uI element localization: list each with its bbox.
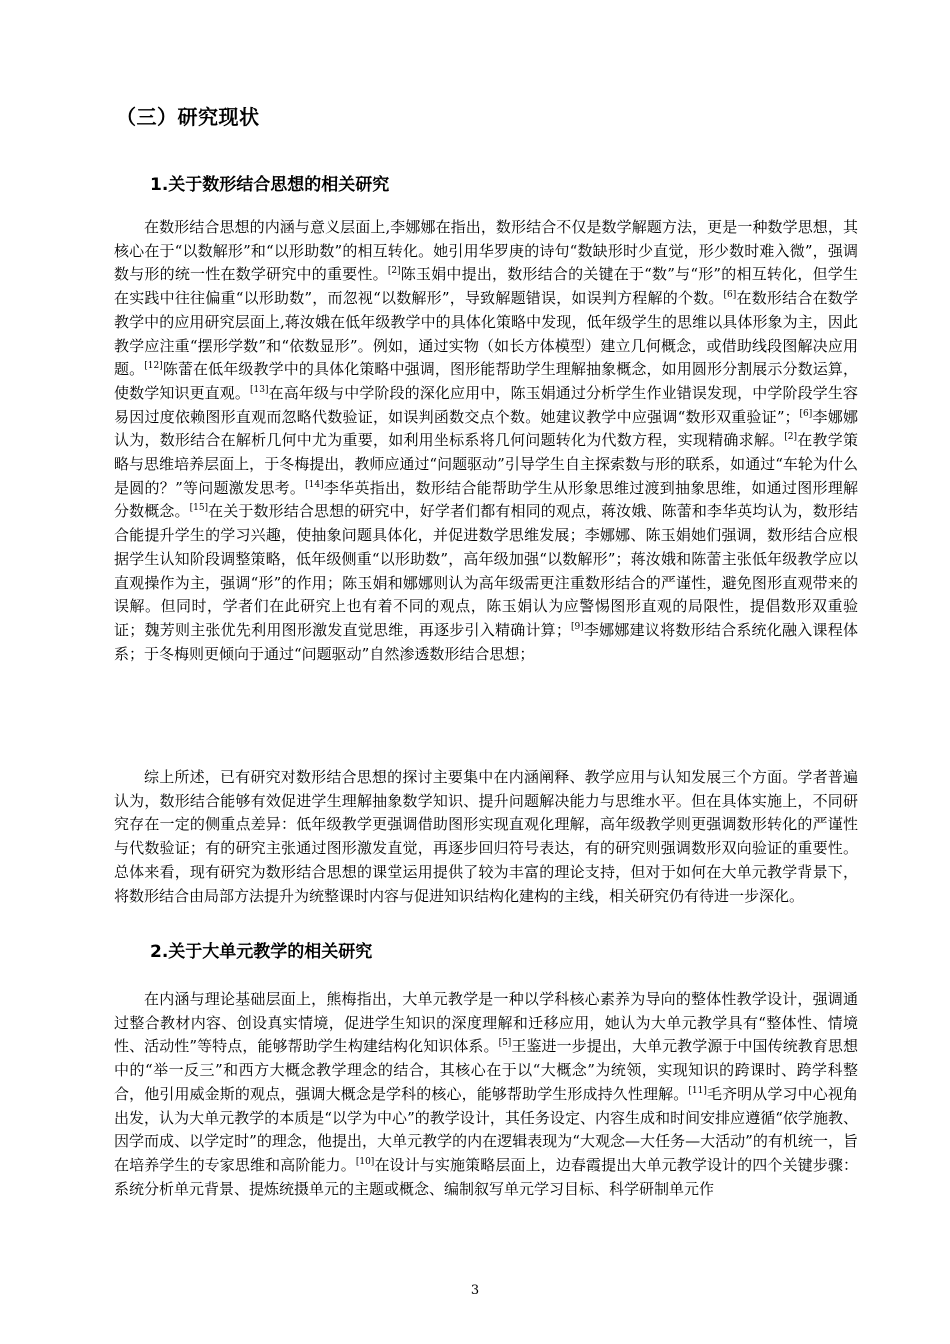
citation-ref: [6] <box>799 408 813 419</box>
citation-ref: [12] <box>144 361 163 372</box>
section-heading: （三）研究现状 <box>116 105 260 129</box>
citation-ref: [10] <box>355 1156 375 1167</box>
citation-ref: [15] <box>189 503 209 514</box>
paragraph-summary: 综上所述，已有研究对数形结合思想的探讨主要集中在内涵阐释、教学应用与认知发展三个方面。学者普遍认为，数形结合能够有效促进学生理解抽象数学知识、提升问题解决能力与思维水平。但在具体实施上，不同研究存在一定的侧重点差异：低年级教学更强调借助图形实现直观化理解，高年级教学则更强调数形转化的严谨性与代数验证；有的研究主张通过图形激发直觉，再逐步回归符号表达，有的研究则强调数形双向验证的重要性。总体来看，现有研究为数形结合思想的课堂运用提供了较为丰富的理论支持，但对于如何在大单元教学背景下，将数形结合由局部方法提升为统整课时内容与促进知识结构化建构的主线，相关研究仍有待进一步深化。 <box>114 768 858 905</box>
citation-ref: [14] <box>305 479 324 490</box>
citation-ref: [6] <box>723 290 737 301</box>
subsection-heading-1: 1.关于数形结合思想的相关研究 <box>150 175 390 195</box>
citation-ref: [13] <box>250 384 269 395</box>
page-number: 3 <box>470 1283 480 1298</box>
citation-ref: [2] <box>387 266 401 277</box>
citation-ref: [2] <box>784 432 798 443</box>
citation-ref: [11] <box>688 1085 707 1096</box>
citation-ref: [5] <box>498 1038 512 1049</box>
subsection-heading-2: 2.关于大单元教学的相关研究 <box>150 942 373 962</box>
citation-ref: [9] <box>570 621 584 632</box>
paragraph-shape-number-research: 在数形结合思想的内涵与意义层面上,李娜娜在指出，数形结合不仅是数学解题方法，更是一种数学思想，其核心在于“以数解形”和“以形助数”的相互转化。她引用华罗庚的诗句“数缺形时少直觉，形少数时难入微”，强调数与形的统一性在数学研究中的重要性。[2]陈玉娟中提出，数形结合的关键在于“数”与“形”的相互转化，但学生在实践中往往偏重“以形助数”，而忽视“以数解形”，导致解题错误，如误判方程解的个数。[6]在数形结合在数学教学中的应用研究层面上,蒋汝娥在低年级教学中的具体化策略中发现，低年级学生的思维以具体形象为主，因此教学应注重“摆形学数”和“依数显形”。例如，通过实物（如长方体模型）建立几何概念，或借助线段图解决应用题。[12]陈蕾在低年级教学中的具体化策略中强调，图形能帮助学生理解抽象概念，如用圆形分割展示分数运算，使数学知识更直观。[13]在高年级与中学阶段的深化应用中，陈玉娟通过分析学生作业错误发现，中学阶段学生容易因过度依赖图形直观而忽略代数验证，如误判函数交点个数。她建议教学中应强调“数形双重验证”；[6]李娜娜认为，数形结合在解析几何中尤为重要，如利用坐标系将几何问题转化为代数方程，实现精确求解。[2]在教学策略与思维培养层面上，于冬梅提出，教师应通过“问题驱动”引导学生自主探索数与形的联系，如通过“车轮为什么是圆的？”等问题激发思考。[14]李华英指出，数形结合能帮助学生从形象思维过渡到抽象思维，如通过图形理解分数概念。[15]在关于数形结合思想的研究中，好学者们都有相同的观点，蒋汝娥、陈蕾和李华英均认为，数形结合能提升学生的学习兴趣，使抽象问题具体化，并促进数学思维发展；李娜娜、陈玉娟她们强调，数形结合应根据学生认知阶段调整策略，低年级侧重“以形助数”，高年级加强“以数解形”；蒋汝娥和陈蕾主张低年级教学应以直观操作为主，强调“形”的作用；陈玉娟和娜娜则认为高年级需更注重数形结合的严谨性，避免图形直观带来的误解。但同时，学者们在此研究上也有着不同的观点，陈玉娟认为应警惕图形直观的局限性，提倡数形双重验证；魏芳则主张优先利用图形激发直觉思维，再逐步引入精确计算；[9]李娜娜建议将数形结合系统化融入课程体系；于冬梅则更倾向于通过“问题驱动”自然渗透数形结合思想； <box>114 218 858 663</box>
paragraph-big-unit-research: 在内涵与理论基础层面上，熊梅指出，大单元教学是一种以学科核心素养为导向的整体性教学设计，强调通过整合教材内容、创设真实情境，促进学生知识的深度理解和迁移应用，她认为大单元教学具有“整体性、情境性、活动性”等特点，能够帮助学生构建结构化知识体系。[5]王鉴进一步提出，大单元教学源于中国传统教育思想中的“举一反三”和西方大概念教学理念的结合，其核心在于以“大概念”为统领，实现知识的跨课时、跨学科整合，他引用威金斯的观点，强调大概念是学科的核心，能够帮助学生形成持久性理解。[11]毛齐明从学习中心视角出发，认为大单元教学的本质是“以学为中心”的教学设计，其任务设定、内容生成和时间安排应遵循“依学施教、因学而成、以学定时”的理念，他提出，大单元教学的内在逻辑表现为“大观念—大任务—大活动”的有机统一，旨在培养学生的专家思维和高阶能力。[10]在设计与实施策略层面上，边春霞提出大单元教学设计的四个关键步骤：系统分析单元背景、提炼统摄单元的主题或概念、编制叙写单元学习目标、科学研制单元作 <box>114 990 858 1198</box>
